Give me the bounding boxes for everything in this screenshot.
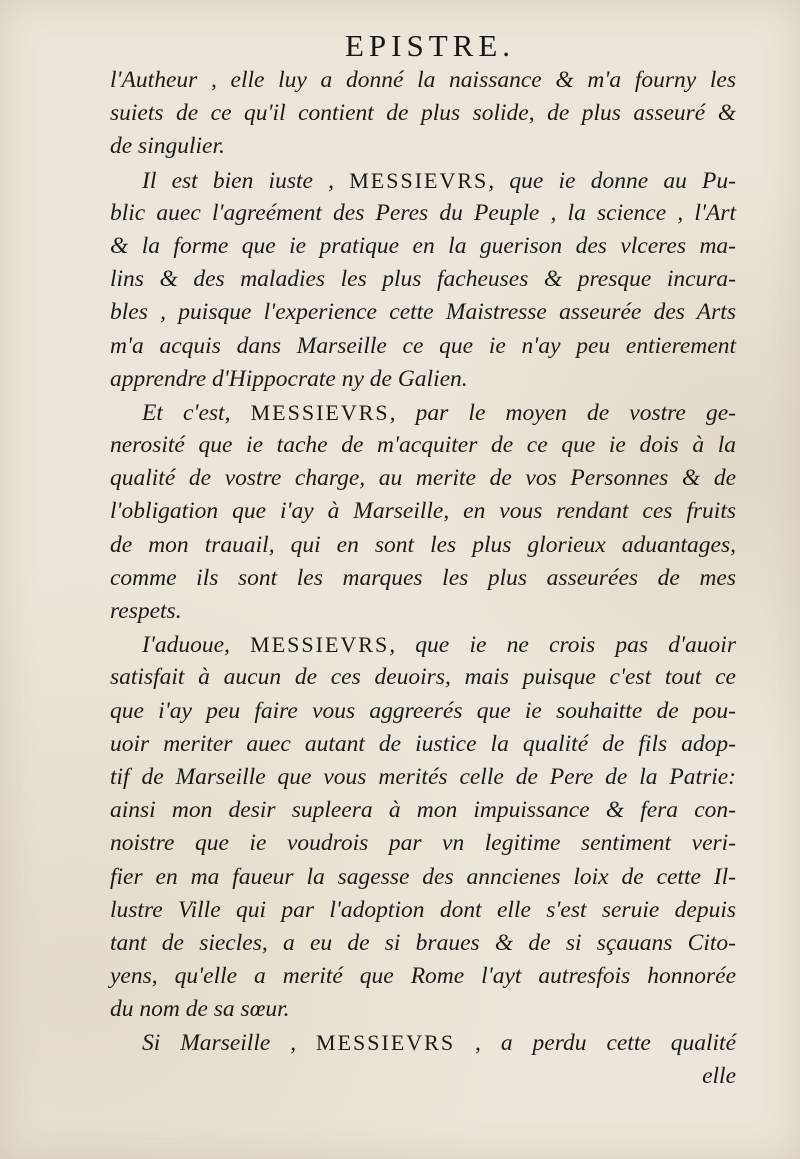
text-line: bles , puisque l'experience cette Maistresse asseurée des Arts xyxy=(110,299,736,326)
text-line: nerosité que ie tache de m'acquiter de ce que ie dois à la xyxy=(110,432,736,459)
text-line: blic auec l'agreément des Peres du Peuple , la science , l'Art xyxy=(110,199,736,226)
running-head: EPISTRE. xyxy=(344,28,516,63)
body-text xyxy=(110,64,736,1093)
small-caps-word: MESSIEVRS xyxy=(250,399,390,425)
text-line: & la forme que ie pratique en la guerison des vlceres ma- xyxy=(110,232,736,259)
catchword: elle xyxy=(702,1062,736,1089)
text-line: uoir meriter auec autant de iustice la qualité de fils adop- xyxy=(110,730,736,757)
text-line: fier en ma faueur la sagesse des anncienes loix de cette Il- xyxy=(110,863,736,890)
text-line: I'aduoue, MESSIEVRS, que ie ne crois pas d'auoir xyxy=(142,632,736,659)
text-line: ainsi mon desir supleera à mon impuissance & fera con- xyxy=(110,797,736,824)
text-line: noistre que ie voudrois par vn legitime sentiment veri- xyxy=(110,830,736,857)
text-line: yens, qu'elle a merité que Rome l'ayt autresfois honnorée xyxy=(110,963,736,990)
text-line: du nom de sa sœur. xyxy=(110,996,290,1023)
text-line: que i'ay peu faire vous aggreerés que ie souhaitte de pou- xyxy=(110,697,736,724)
small-caps-word: MESSIEVRS xyxy=(250,632,390,658)
text-line: de singulier. xyxy=(110,133,225,160)
text-line: Il est bien iuste , MESSIEVRS, que ie donne au Pu- xyxy=(142,167,736,194)
small-caps-word: MESSIEVRS xyxy=(349,167,489,193)
text-line: m'a acquis dans Marseille ce que ie n'ay peu entierement xyxy=(110,332,736,359)
text-line: suiets de ce qu'il contient de plus solide, de plus asseuré & xyxy=(110,100,736,127)
text-line: comme ils sont les marques les plus asseurées de mes xyxy=(110,564,736,591)
text-line: lustre Ville qui par l'adoption dont elle s'est seruie depuis xyxy=(110,896,736,923)
text-line: lins & des maladies les plus facheuses & presque incura- xyxy=(110,266,736,293)
text-line: Si Marseille , MESSIEVRS , a perdu cette qualité xyxy=(142,1030,736,1057)
text-line: respets. xyxy=(110,598,182,624)
text-line: satisfait à aucun de ces deuoirs, mais puisque c'est tout ce xyxy=(110,664,736,691)
text-line: tant de siecles, a eu de si braues & de si sçauans Cito- xyxy=(110,929,736,956)
small-caps-word: MESSIEVRS xyxy=(316,1030,456,1056)
text-line: Et c'est, MESSIEVRS, par le moyen de vostre ge- xyxy=(142,399,736,426)
text-line: de mon trauail, qui en sont les plus glorieux aduantages, xyxy=(110,531,736,558)
text-line: l'obligation que i'ay à Marseille, en vous rendant ces fruits xyxy=(110,498,736,525)
text-line: apprendre d'Hippocrate ny de Galien. xyxy=(110,365,468,392)
text-line: tif de Marseille que vous merités celle de Pere de la Patrie: xyxy=(110,763,736,790)
text-line: l'Autheur , elle luy a donné la naissance & m'a fourny les xyxy=(110,67,736,93)
text-line: qualité de vostre charge, au merite de vos Personnes & de xyxy=(110,465,736,492)
